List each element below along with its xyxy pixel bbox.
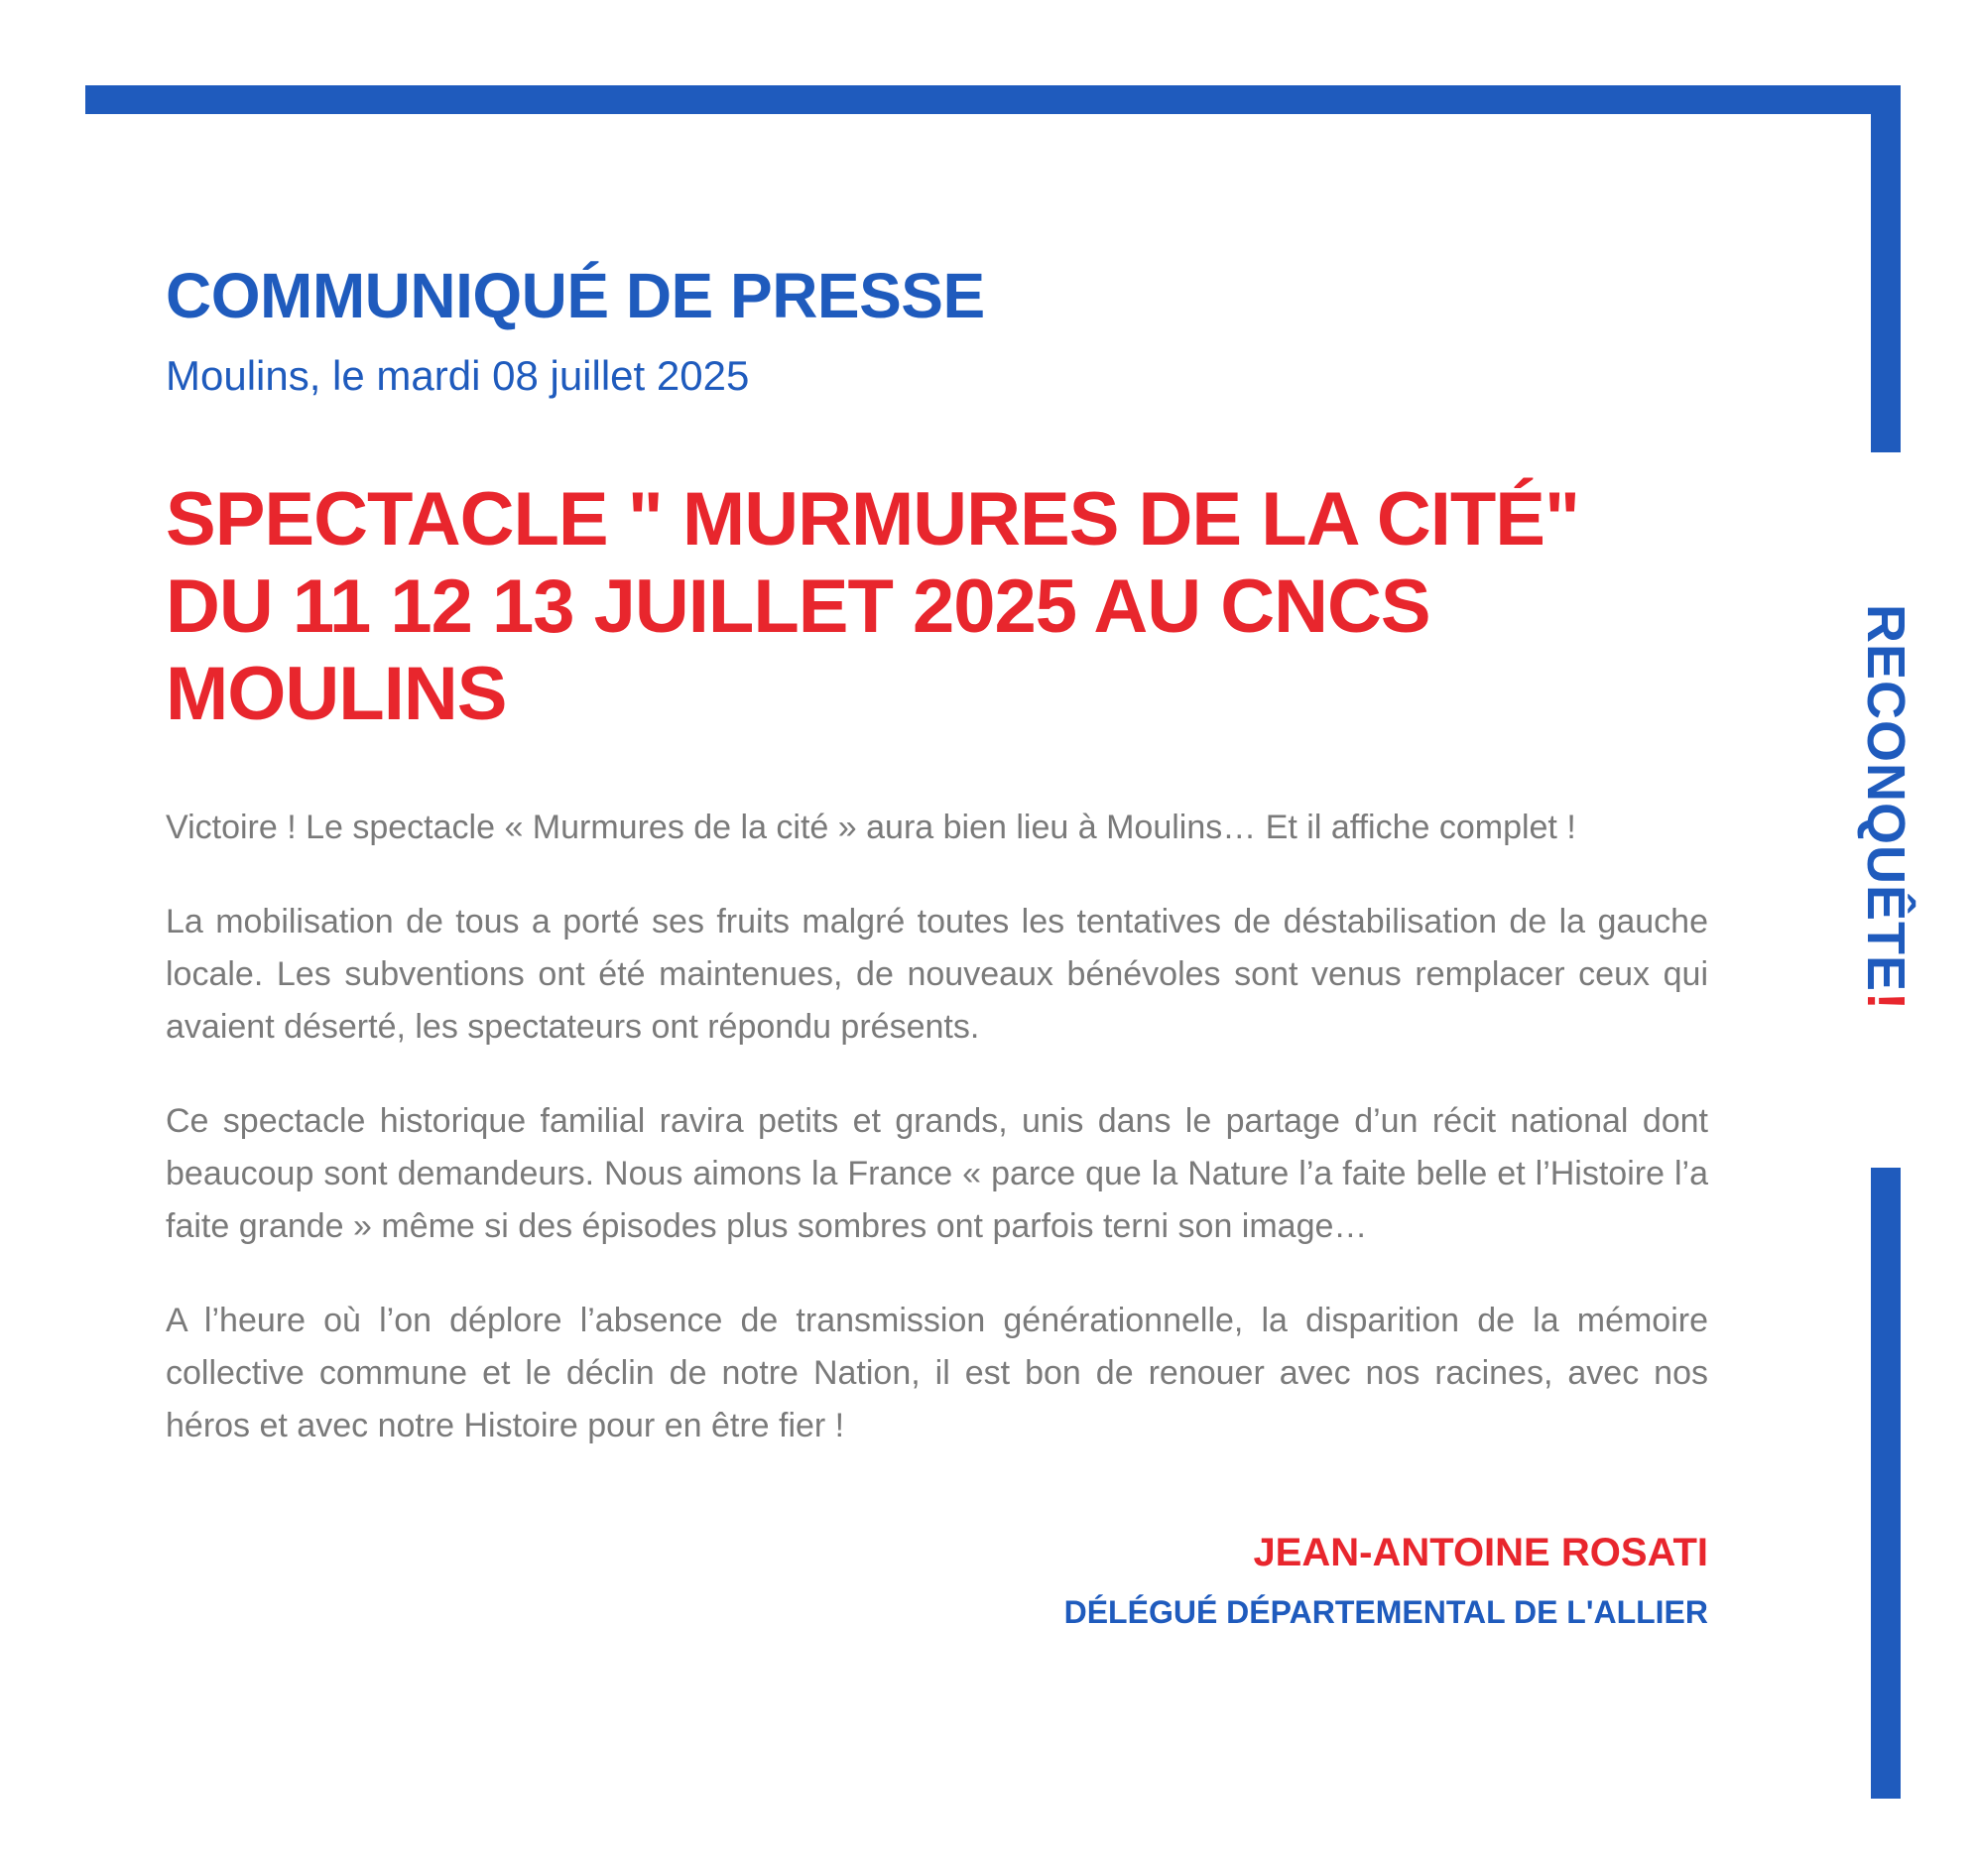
dateline: Moulins, le mardi 08 juillet 2025 [166,352,750,399]
body-paragraph-1: Victoire ! Le spectacle « Murmures de la cité » aura bien lieu à Moulins… Et il affiche complet ! [166,809,1576,846]
headline-line-3: MOULINS [166,652,507,736]
signatory-role: DÉLÉGUÉ DÉPARTEMENTAL DE L'ALLIER [1063,1594,1708,1630]
body-paragraph-4: A l’heure où l’on déplore l’absence de transmission générationnelle, la disparition de la mémoire collective commune et le déclin de notre Nation, il est bon de renouer avec nos racines, avec nos héros et avec notre Histoire pour en être fier ! [166,1302,1708,1444]
reconquete-logo [1856,603,1915,1012]
right-frame-bar-upper [1871,85,1901,452]
signatory-name: JEAN-ANTOINE ROSATI [1253,1531,1708,1574]
logo-exclamation-mark: ! [1856,992,1915,1012]
headline-line-1: SPECTACLE " MURMURES DE LA CITÉ" [166,477,1579,562]
right-frame-bar-lower [1871,1168,1901,1799]
headline-line-2: DU 11 12 13 JUILLET 2025 AU CNCS [166,564,1430,649]
headline [166,476,1708,738]
top-frame-bar [85,85,1901,114]
document-kicker: COMMUNIQUÉ DE PRESSE [166,260,985,331]
body-paragraph-2: La mobilisation de tous a porté ses fruits malgré toutes les tentatives de déstabilisation de la gauche locale. Les subventions ont été maintenues, de nouveaux bénévoles sont venus remplacer ceux qui avaient déserté, les spectateurs ont répondu présents. [166,903,1708,1046]
signature-block [1064,1533,1708,1628]
logo-wordmark: RECONQUÊTE [1856,603,1915,993]
body-text [166,802,1708,1494]
body-paragraph-3: Ce spectacle historique familial ravira petits et grands, unis dans le partage d’un récit national dont beaucoup sont demandeurs. Nous aimons la France « parce que la Nature l’a faite belle et l’Histoire l’a faite grande » même si des épisodes plus sombres ont parfois terni son image… [166,1102,1708,1245]
